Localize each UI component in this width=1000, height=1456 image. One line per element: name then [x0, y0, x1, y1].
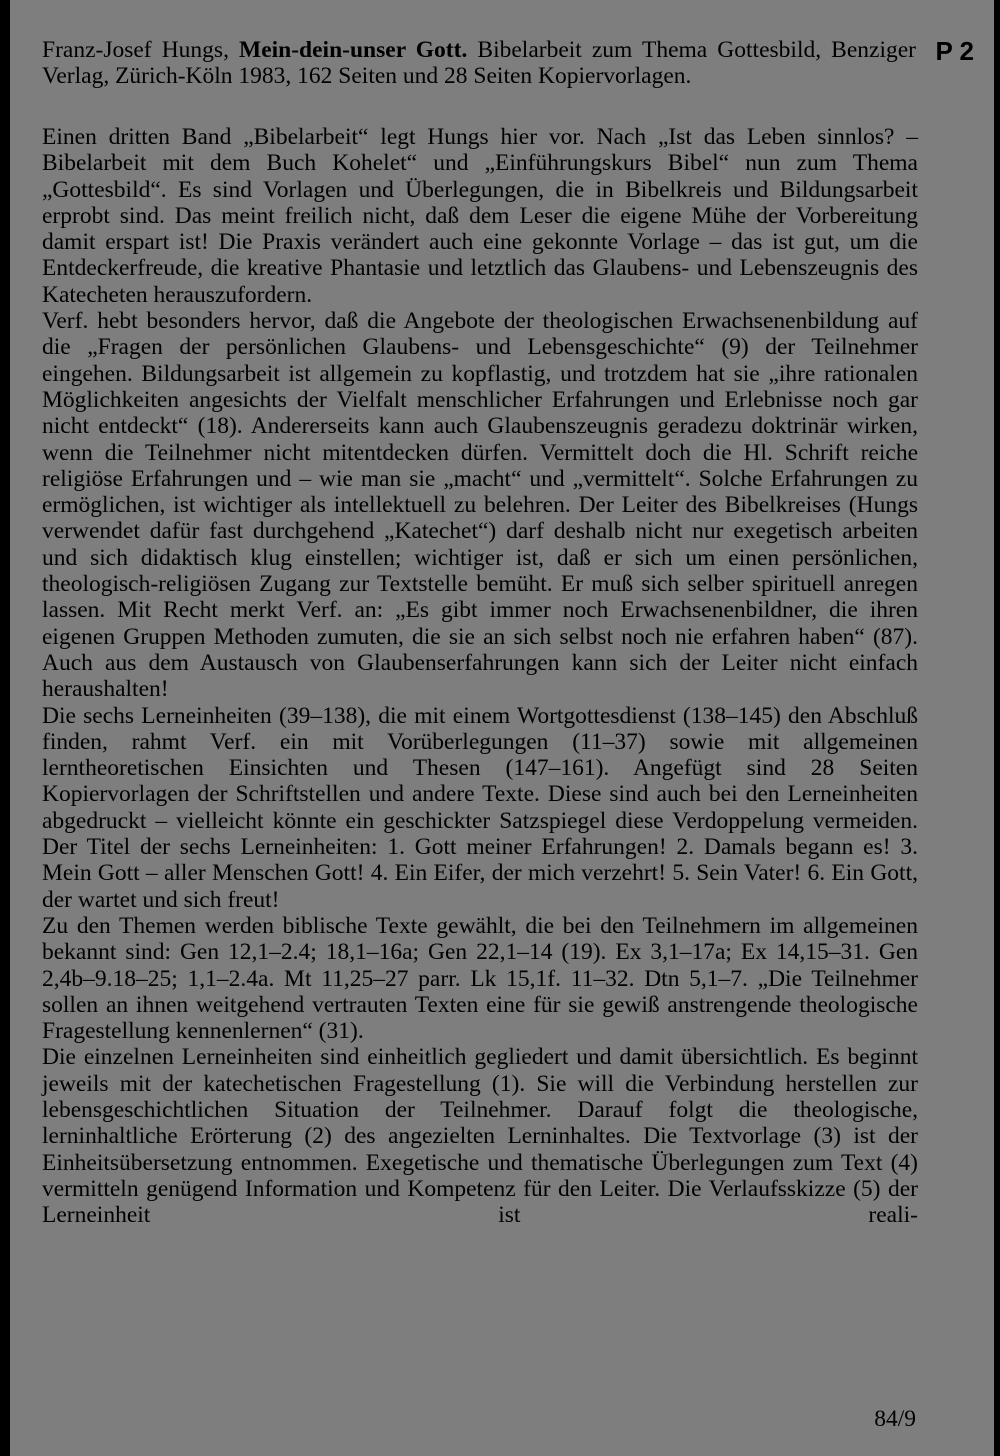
citation-author: Franz-Josef Hungs,	[42, 37, 240, 63]
page-number: 84/9	[874, 1406, 916, 1432]
paragraph: Einen dritten Band „Bibelarbeit“ legt Hungs hier vor. Nach „Ist das Leben sinnlos? – Bibelarbeit mit dem Buch Kohelet“ und „Einführungskurs Bibel“ nun zum Thema „Gottesbild“. Es sind Vorlagen und Überlegungen, die in Bibelkreis und Bildungsarbeit erprobt sind. Das meint freilich nicht, daß dem Leser die eigene Mühe der Vorbereitung damit erspart ist! Die Praxis verändert auch eine gekonnte Vorlage – das ist gut, um die Entdeckerfreude, die kreative Phantasie und letztlich das Glaubens- und Lebenszeugnis des Katecheten herauszufordern.	[42, 124, 918, 308]
paragraph: Die einzelnen Lerneinheiten sind einheitlich gegliedert und damit übersichtlich. Es beginnt jeweils mit der katechetischen Fragestellung (1). Sie will die Verbindung herstellen zur lebensgeschichtlichen Situation der Teilnehmer. Darauf folgt die theologische, lerninhaltliche Erörterung (2) des angezielten Lerninhaltes. Die Textvorlage (3) ist der Einheitsübersetzung entnommen. Exegetische und thematische Überlegungen zum Text (4) vermitteln genügend Information und Kompetenz für den Leiter. Die Verlaufsskizze (5) der Lerneinheit ist reali-	[42, 1044, 918, 1229]
section-sigil: P 2	[935, 36, 974, 66]
book-citation	[42, 37, 916, 90]
review-body	[42, 124, 918, 1228]
paragraph: Die sechs Lerneinheiten (39–138), die mit einem Wortgottesdienst (138–145) den Abschluß finden, rahmt Verf. ein mit Vorüberlegungen (11–37) sowie mit allgemeinen lerntheoretischen Einsichten und Thesen (147–161). Angefügt sind 28 Seiten Kopiervorlagen der Schriftstellen und andere Texte. Diese sind auch bei den Lerneinheiten abgedruckt – vielleicht könnte ein geschickter Satzspiegel diese Verdoppelung vermeiden. Der Titel der sechs Lerneinheiten: 1. Gott meiner Erfahrungen! 2. Damals begann es! 3. Mein Gott – aller Menschen Gott! 4. Ein Eifer, der mich verzehrt! 5. Sein Vater! 6. Ein Gott, der wartet und sich freut!	[42, 702, 918, 913]
paragraph: Zu den Themen werden biblische Texte gewählt, die bei den Teilnehmern im allgemeinen bekannt sind: Gen 12,1–2.4; 18,1–16a; Gen 22,1–14 (19). Ex 3,1–17a; Ex 14,15–31. Gen 2,4b–9.18–25; 1,1–2.4a. Mt 11,25–27 parr. Lk 15,1f. 11–32. Dtn 5,1–7. „Die Teilnehmer sollen an ihnen weitgehend vertrauten Texten eine für sie gewiß anstrengende theologische Fragestellung kennenlernen“ (31).	[42, 912, 918, 1045]
scanned-page	[10, 0, 994, 1456]
citation-details: Bibelarbeit zum Thema Gottesbild, Benziger Verlag, Zürich-Köln 1983, 162 Seiten und 28 Seiten Kopiervorlagen.	[42, 37, 916, 90]
book-title: Mein-dein-unser Gott.	[239, 37, 468, 63]
paragraph: Verf. hebt besonders hervor, daß die Angebote der theologischen Erwachsenenbildung auf die „Fragen der persönlichen Glaubens- und Lebensgeschichte“ (9) der Teilnehmer eingehen. Bildungsarbeit ist allgemein zu kopflastig, und trotzdem hat sie „ihre rationalen Möglichkeiten angesichts der Vielfalt menschlicher Erfahrungen und Erlebnisse noch gar nicht entdeckt“ (18). Andererseits kann auch Glaubenszeugnis geradezu doktrinär wirken, wenn die Teilnehmer nicht mitentdecken dürfen. Vermittelt doch die Hl. Schrift reiche religiöse Erfahrungen und – wie man sie „macht“ und „vermittelt“. Solche Erfahrungen zu ermöglichen, ist wichtiger als intellektuell zu belehren. Der Leiter des Bibelkreises (Hungs verwendet dafür fast durchgehend „Katechet“) darf deshalb nicht nur exegetisch arbeiten und sich didaktisch klug einstellen; wichtiger ist, daß er sich um einen persönlichen, theologisch-religiösen Zugang zur Textstelle bemüht. Er muß sich selber spirituell anregen lassen. Mit Recht merkt Verf. an: „Es gibt immer noch Erwachsenenbildner, die ihren eigenen Gruppen Methoden zumuten, die sie an sich selbst noch nie erfahren haben“ (87). Auch aus dem Austausch von Glaubenserfahrungen kann sich der Leiter nicht einfach heraushalten!	[42, 308, 918, 703]
